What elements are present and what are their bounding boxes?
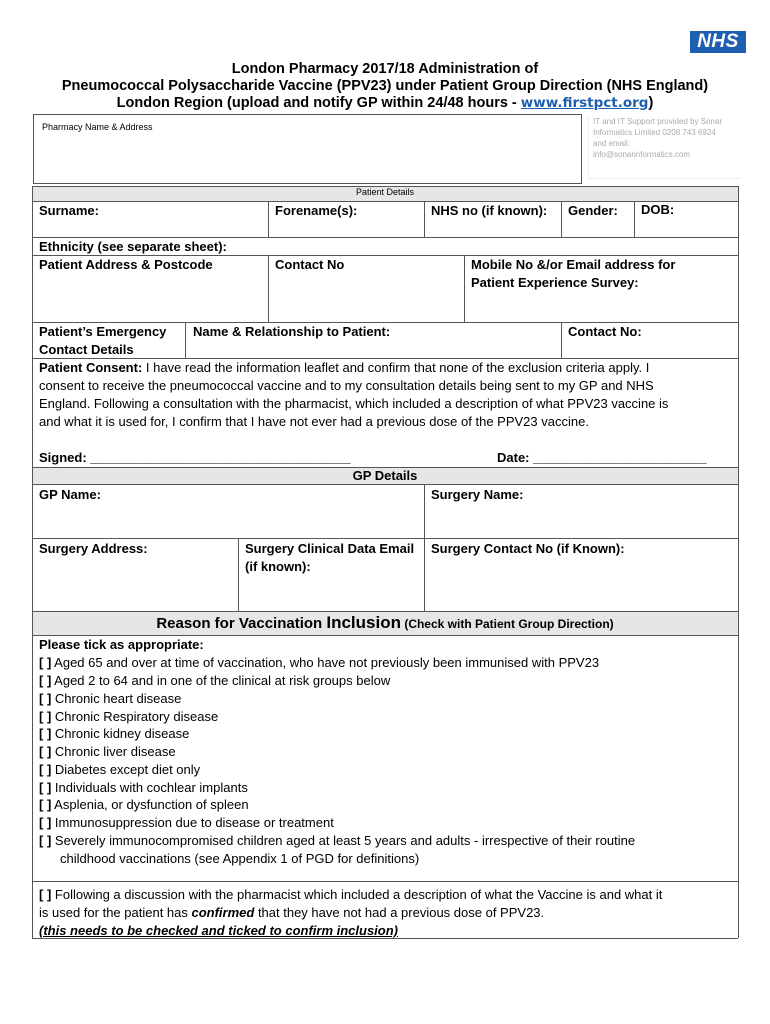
checkbox-bracket[interactable]: [ ] xyxy=(39,780,52,795)
consent-line3: England. Following a consultation with the pharmacist, which included a description of what PPV23 vaccine is xyxy=(39,396,669,411)
surgery-contact-field[interactable]: Surgery Contact No (if Known): xyxy=(431,541,625,556)
form-title-line1: London Pharmacy 2017/18 Administration of xyxy=(231,61,539,77)
consent-label: Patient Consent: xyxy=(39,360,143,375)
reason-item-continuation: childhood vaccinations (see Appendix 1 of PGD for definitions) xyxy=(60,851,420,866)
nhs-number-field[interactable]: NHS no (if known): xyxy=(431,203,548,218)
reason-item[interactable] xyxy=(39,654,599,672)
line-patient-header xyxy=(32,201,738,202)
reason-item-text: Chronic heart disease xyxy=(51,691,182,706)
sonar-line1: IT and IT Support provided by Sonar xyxy=(593,117,723,126)
date-field[interactable]: Date: ________________________ xyxy=(497,450,707,465)
checkbox-bracket[interactable]: [ ] xyxy=(39,815,52,830)
mobile-email-label-line1: Mobile No &/or Email address for xyxy=(471,257,676,272)
emergency-label-line1: Patient’s Emergency xyxy=(39,324,167,339)
line-gp-name-row xyxy=(32,538,738,539)
divider-gender-dob xyxy=(634,201,635,237)
form-title-line3 xyxy=(20,95,750,112)
surgery-clinical-email-field[interactable] xyxy=(245,540,414,576)
sonar-line4: info@sonarinformatics.com xyxy=(593,150,691,159)
reason-item[interactable] xyxy=(39,814,334,832)
form-title-line2: Pneumococcal Polysaccharide Vaccine (PPV23) under Patient Group Direction (NHS England) xyxy=(61,78,709,94)
reason-item[interactable] xyxy=(39,743,176,761)
reason-item-text: Chronic Respiratory disease xyxy=(51,709,219,724)
final-text-2a: is used for the patient has xyxy=(39,905,192,920)
reason-item[interactable] xyxy=(39,672,390,690)
gp-details-label: GP Details xyxy=(352,468,418,483)
reason-item-text: Individuals with cochlear implants xyxy=(51,780,248,795)
mobile-email-field[interactable] xyxy=(471,256,675,292)
consent-text-1: I have read the information leaflet and confirm that none of the exclusion criteria apply. I xyxy=(142,360,650,375)
surgery-name-field[interactable]: Surgery Name: xyxy=(431,487,524,502)
final-confirmation xyxy=(39,886,734,940)
reason-item-text: Aged 2 to 64 and in one of the clinical at risk groups below xyxy=(51,673,391,688)
reason-item[interactable] xyxy=(39,779,248,797)
tick-instruction: Please tick as appropriate: xyxy=(39,637,204,652)
checkbox-bracket[interactable]: [ ] xyxy=(39,673,52,688)
clinical-email-line1: Surgery Clinical Data Email xyxy=(245,541,415,556)
patient-details-label: Patient Details xyxy=(355,187,415,197)
divider-address-contact xyxy=(268,255,269,322)
sonar-support-note xyxy=(588,116,741,179)
reason-item-text: Asplenia, or dysfunction of spleen xyxy=(51,797,249,812)
consent-line4: and what it is used for, I confirm that I have not ever had a previous dose of the PPV23 vaccine. xyxy=(39,414,589,429)
gp-name-field[interactable]: GP Name: xyxy=(39,487,101,502)
checkbox-bracket[interactable]: [ ] xyxy=(39,797,52,812)
mobile-email-label-line2: Patient Experience Survey: xyxy=(471,275,639,290)
reason-item-text: Aged 65 and over at time of vaccination, who have not previously been immunised with PPV23 xyxy=(51,655,600,670)
patient-address-field[interactable]: Patient Address & Postcode xyxy=(39,257,213,272)
final-text-1: Following a discussion with the pharmacist which included a description of what the Vaccine is and what it xyxy=(51,887,663,902)
divider-address-email xyxy=(238,538,239,611)
consent-line1 xyxy=(39,359,734,377)
final-line2 xyxy=(39,904,734,922)
reason-item[interactable] xyxy=(39,832,635,850)
final-line1[interactable] xyxy=(39,886,734,904)
emergency-label-line2: Contact Details xyxy=(39,342,134,357)
reason-title-main: Reason for Vaccination xyxy=(156,615,327,632)
reason-item-text: Diabetes except diet only xyxy=(51,762,201,777)
firstpct-link[interactable]: www.firstpct.org xyxy=(520,95,649,111)
border-right xyxy=(738,186,739,938)
clinical-email-line2: (if known): xyxy=(245,559,311,574)
pharmacy-label: Pharmacy Name & Address xyxy=(42,122,153,132)
reason-item-text: Severely immunocompromised children aged at least 5 years and adults - irrespective of their routine xyxy=(51,833,636,848)
reason-title-note: (Check with Patient Group Direction) xyxy=(400,617,614,631)
forenames-field[interactable]: Forename(s): xyxy=(275,203,358,218)
reason-item[interactable] xyxy=(39,796,249,814)
patient-consent xyxy=(39,359,734,431)
ethnicity-field[interactable]: Ethnicity (see separate sheet): xyxy=(39,239,227,254)
final-text-confirmed: confirmed xyxy=(191,905,255,920)
reason-title xyxy=(32,612,738,635)
checkbox-bracket[interactable]: [ ] xyxy=(39,655,52,670)
checkbox-bracket[interactable]: [ ] xyxy=(39,833,52,848)
reason-title-inclusion: Inclusion xyxy=(326,613,401,632)
divider-nhs-gender xyxy=(561,201,562,237)
reason-item-text: Chronic liver disease xyxy=(51,744,176,759)
final-checkbox-bracket[interactable]: [ ] xyxy=(39,887,52,902)
nhs-logo: NHS xyxy=(690,31,746,53)
divider-gp-surgery xyxy=(424,484,425,611)
pharmacy-name-address-field[interactable] xyxy=(33,114,582,184)
surgery-address-field[interactable]: Surgery Address: xyxy=(39,541,148,556)
emergency-contact-label xyxy=(39,323,166,359)
reason-item[interactable] xyxy=(39,725,189,743)
border-left xyxy=(32,186,33,938)
checkbox-bracket[interactable]: [ ] xyxy=(39,744,52,759)
final-text-2b: that they have not had a previous dose of PPV23. xyxy=(254,905,545,920)
sonar-line3: and email: xyxy=(593,139,630,148)
checkbox-bracket[interactable]: [ ] xyxy=(39,709,52,724)
dob-field[interactable]: DOB: xyxy=(641,202,675,217)
title-line3-suffix: ) xyxy=(648,95,654,111)
contact-no-field[interactable]: Contact No xyxy=(275,257,345,272)
signed-field[interactable]: Signed: ____________________________________ xyxy=(39,450,351,465)
reason-item[interactable] xyxy=(39,761,200,779)
divider-contact-mobile xyxy=(464,255,465,322)
final-note: (this needs to be checked and ticked to confirm inclusion) xyxy=(39,923,399,938)
divider-forename-nhs xyxy=(424,201,425,237)
gender-field[interactable]: Gender: xyxy=(568,203,618,218)
sonar-line2: Informatics Limited 0208 743 6924 xyxy=(593,128,716,137)
checkbox-bracket[interactable]: [ ] xyxy=(39,762,52,777)
reason-item-text: Chronic kidney disease xyxy=(51,726,190,741)
checkbox-bracket[interactable]: [ ] xyxy=(39,726,52,741)
surname-field[interactable]: Surname: xyxy=(39,203,99,218)
reason-item-text: Immunosuppression due to disease or treatment xyxy=(51,815,334,830)
divider-name-contactno xyxy=(561,322,562,358)
consent-line2: consent to receive the pneumococcal vaccine and to my consultation details being sent to my GP and NHS xyxy=(39,378,654,393)
line-list-end xyxy=(32,881,738,882)
checkbox-bracket[interactable]: [ ] xyxy=(39,691,52,706)
divider-surname-forename xyxy=(268,201,269,237)
emergency-name-relationship-field[interactable]: Name & Relationship to Patient: xyxy=(193,324,391,339)
title-line3-prefix: London Region (upload and notify GP within 24/48 hours - xyxy=(116,95,521,111)
reason-item[interactable] xyxy=(39,690,181,708)
divider-emergency-name xyxy=(185,322,186,358)
reason-item[interactable] xyxy=(39,708,218,726)
emergency-contact-no-field[interactable]: Contact No: xyxy=(568,324,642,339)
